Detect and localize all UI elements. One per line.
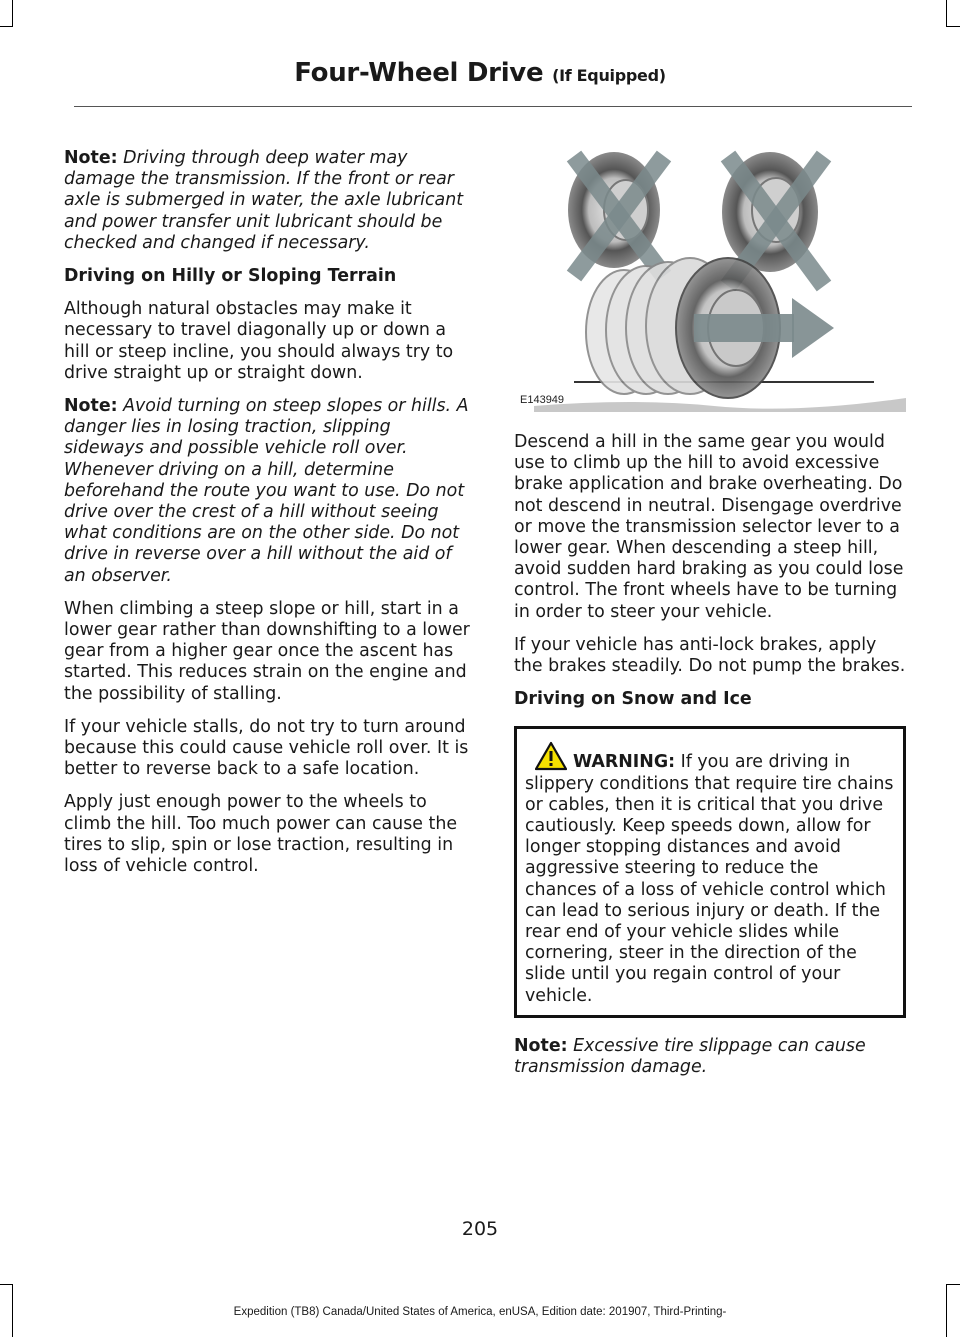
crop-mark-bottom-right-h: [946, 1284, 960, 1285]
note-label: Note:: [514, 1035, 568, 1056]
right-column: [514, 432, 906, 1090]
crop-mark-top-left-v: [12, 0, 13, 26]
figure-code: E143949: [520, 394, 565, 406]
note-text: Driving through deep water may damage the transmission. If the front or rear axle is submerged in water, the axle lubricant and power transfer unit lubricant should be checked and changed if necessary.: [64, 148, 464, 253]
warning-triangle-icon: [535, 741, 567, 771]
page-number: 205: [461, 1218, 499, 1240]
section-heading-snow-ice: Driving on Snow and Ice: [514, 689, 752, 710]
warning-text: If you are driving in slippery conditions that require tire chains or cables, then it is critical that you drive cautiously. Keep speeds down, allow for longer stopping distances and avoid aggressive steering to reduce the chances of a loss of vehicle control which can lead to serious injury or death. If the rear end of your vehicle slides while cornering, steer in the direction of the slide until you regain control of your vehicle.: [525, 752, 894, 1006]
header-divider: [74, 106, 912, 107]
crop-mark-top-right-v: [946, 0, 947, 26]
note-tire-slippage: [514, 1036, 906, 1078]
note-text: Avoid turning on steep slopes or hills. A danger lies in losing traction, slipping sideways and possible vehicle roll over. Whenever driving on a hill, determine beforehand the route you want to use. Do not drive over the crest of a hill without seeing what conditions are on the other side. Do not drive in reverse over a hill without the aid of an observer.: [64, 396, 469, 586]
paragraph: Apply just enough power to the wheels to climb the hill. Too much power can cause the tires to slip, spin or lose traction, resulting in loss of vehicle control.: [64, 792, 458, 877]
warning-box: [514, 726, 906, 1017]
note-label: Note:: [64, 148, 118, 168]
tire-left-crossed: [568, 152, 664, 276]
page-title-subtitle: (If Equipped): [552, 66, 666, 85]
paragraph: If your vehicle has anti-lock brakes, apply the brakes steadily. Do not pump the brakes.: [514, 634, 906, 677]
paragraph: Although natural obstacles may make it necessary to travel diagonally up or down a hill or steep incline, you should always try to drive straight up or straight down.: [64, 299, 454, 383]
crop-mark-top-right-h: [946, 26, 960, 27]
page-title: [0, 58, 960, 88]
note-steep-slopes: [64, 396, 474, 587]
footer-edition: Expedition (TB8) Canada/United States of America, enUSA, Edition date: 201907, Third-Printing-: [233, 1306, 727, 1318]
wheel-slope-illustration-icon: [514, 136, 906, 416]
note-label: Note:: [64, 396, 118, 417]
section-heading-hilly-terrain: Driving on Hilly or Sloping Terrain: [64, 266, 397, 287]
left-column: [64, 148, 474, 889]
note-deep-water: [64, 148, 474, 254]
warning-label: WARNING:: [573, 752, 676, 773]
crop-mark-top-left-h: [0, 26, 13, 27]
note-text: Excessive tire slippage can cause transmission damage.: [514, 1035, 866, 1078]
paragraph: When climbing a steep slope or hill, start in a lower gear rather than downshifting to a lower gear from a higher gear once the ascent has started. This reduces strain on the engine and the possibility of stalling.: [64, 598, 470, 704]
crop-mark-bottom-left-h: [0, 1284, 13, 1285]
paragraph: Descend a hill in the same gear you would use to climb up the hill to avoid excessive brake application and brake overheating. Do not descend in neutral. Disengage overdrive or move the transmission selector lever to a lower gear. When descending a steep hill, avoid sudden hard braking as you could lose control. The front wheels have to be turning in order to steer your vehicle.: [514, 432, 904, 622]
paragraph: If your vehicle stalls, do not try to turn around because this could cause vehicle roll over. It is better to reverse back to a safe location.: [64, 716, 469, 780]
page-title-main: Four-Wheel Drive: [294, 58, 544, 88]
wheel-illustration: [514, 136, 906, 416]
